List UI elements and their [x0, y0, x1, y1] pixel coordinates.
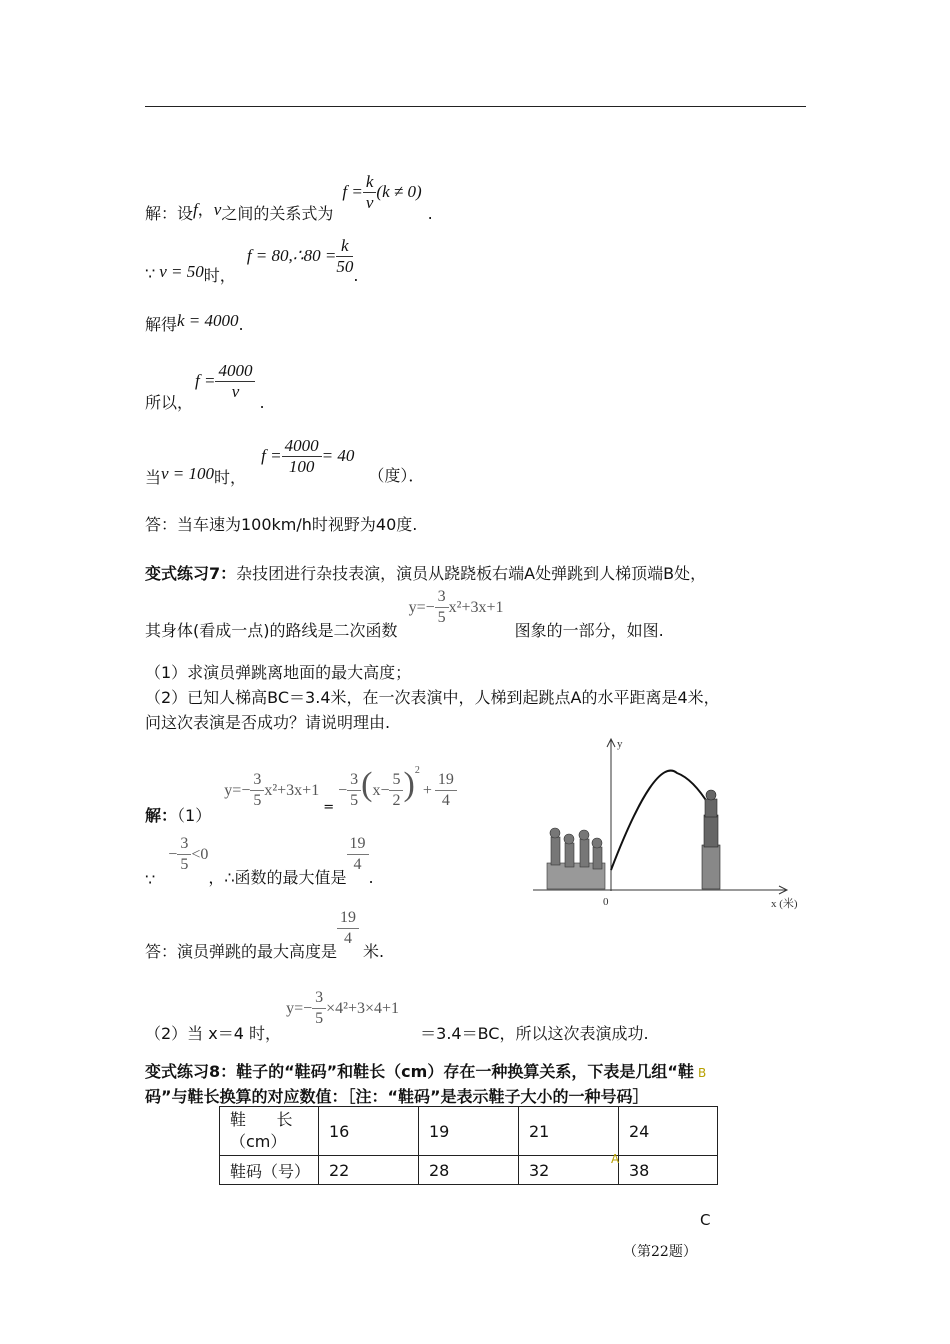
overlay-label-a: A — [611, 1152, 620, 1166]
exercise8-line-2: 码”与鞋长换算的对应数值：［注：“鞋码”是表示鞋子大小的一种号码］ — [145, 1087, 649, 1106]
solution-answer: 答：当车速为100km/h时视野为40度. — [145, 515, 418, 534]
exercise7-question-1: （1）求演员弹跳离地面的最大高度； — [145, 663, 412, 682]
acrobats-left — [547, 828, 605, 889]
solution-line-2: ∵ v = 50时， f = 80,∴80 = $\frac{k}{50}$ . — [145, 236, 359, 285]
human-ladder — [702, 790, 720, 889]
table-cell: 24 — [619, 1107, 718, 1156]
table-row — [220, 1107, 718, 1156]
solution-line-4: 所以，f = $\frac{4000}{v}$ . — [145, 361, 265, 412]
table-cell: 22 — [319, 1156, 419, 1185]
fraction-k-over-v: $\frac{k}{v}$ — [363, 172, 377, 213]
exercise7-solution-because: ∵ − $\frac{3}{5}$ <0，∴函数的最大值是 $\frac{19}{4}$ . — [145, 835, 374, 889]
parabola-curve — [611, 771, 709, 870]
parabola-figure — [525, 735, 815, 917]
exercise7-part2: （2）当 x＝4 时， y=− $\frac{3}{5}$ ×4²+3×4+1 ＝3.4＝BC，所以这次表演成功. — [145, 989, 649, 1043]
table-cell: 38 — [619, 1156, 718, 1185]
overlay-label-c: C — [700, 1211, 711, 1229]
table-header-length: 鞋 长 （cm） — [220, 1107, 319, 1156]
table-header-size: 鞋码（号） — [220, 1156, 319, 1185]
exercise7-line-2: 其身体(看成一点)的路线是二次函数 y=− $\frac{3}{5}$ x²+3x+1 图象的一部分，如图. — [145, 588, 664, 640]
table-cell: 32 — [519, 1156, 619, 1185]
overlay-label-b: B — [698, 1066, 707, 1080]
exercise7-question-2a: （2）已知人梯高BC＝3.4米，在一次表演中，人梯到起跳点A的水平距离是4米， — [145, 688, 720, 707]
figure-caption: （第22题） — [623, 1244, 697, 1260]
solution-line-1: 解：设f，v之间的关系式为 f = $\frac{k}{v}$ (k ≠ 0). — [145, 172, 433, 223]
svg-text:x (米): x (米) — [771, 898, 798, 910]
exercise8-line-1: 变式练习8：鞋子的“鞋码”和鞋长（cm）存在一种换算关系，下表是几组“鞋 — [145, 1062, 694, 1081]
exercise7-answer: 答：演员弹跳的最大高度是 $\frac{19}{4}$ 米. — [145, 909, 385, 961]
table-cell: 21 — [519, 1107, 619, 1156]
table-cell: 28 — [419, 1156, 519, 1185]
svg-text:0: 0 — [603, 896, 609, 908]
exercise7-question-2b: 问这次表演是否成功？请说明理由. — [145, 713, 391, 732]
table-row — [220, 1156, 718, 1185]
exercise7-line-1: 变式练习7：杂技团进行杂技表演，演员从跷跷板右端A处弹跳到人梯顶端B处， — [145, 564, 707, 583]
exercise7-solution-1: 解：（1） y=− $\frac{3}{5}$ $x^2+3x+1_=-$ $\frac{3}{5}$ (x− $\frac{5}{2}$ )$^2$+ $\frac{19}{4}$ — [145, 766, 457, 811]
solution-line-5: 当v = 100时， f = $\frac{4000}{100}$ = 40（度）． — [145, 436, 425, 487]
table-cell: 19 — [419, 1107, 519, 1156]
header-rule — [145, 106, 806, 107]
solution-line-3: 解得k = 4000. — [145, 311, 244, 334]
svg-text:y: y — [617, 738, 623, 750]
table-cell: 16 — [319, 1107, 419, 1156]
shoe-size-table — [219, 1106, 718, 1185]
